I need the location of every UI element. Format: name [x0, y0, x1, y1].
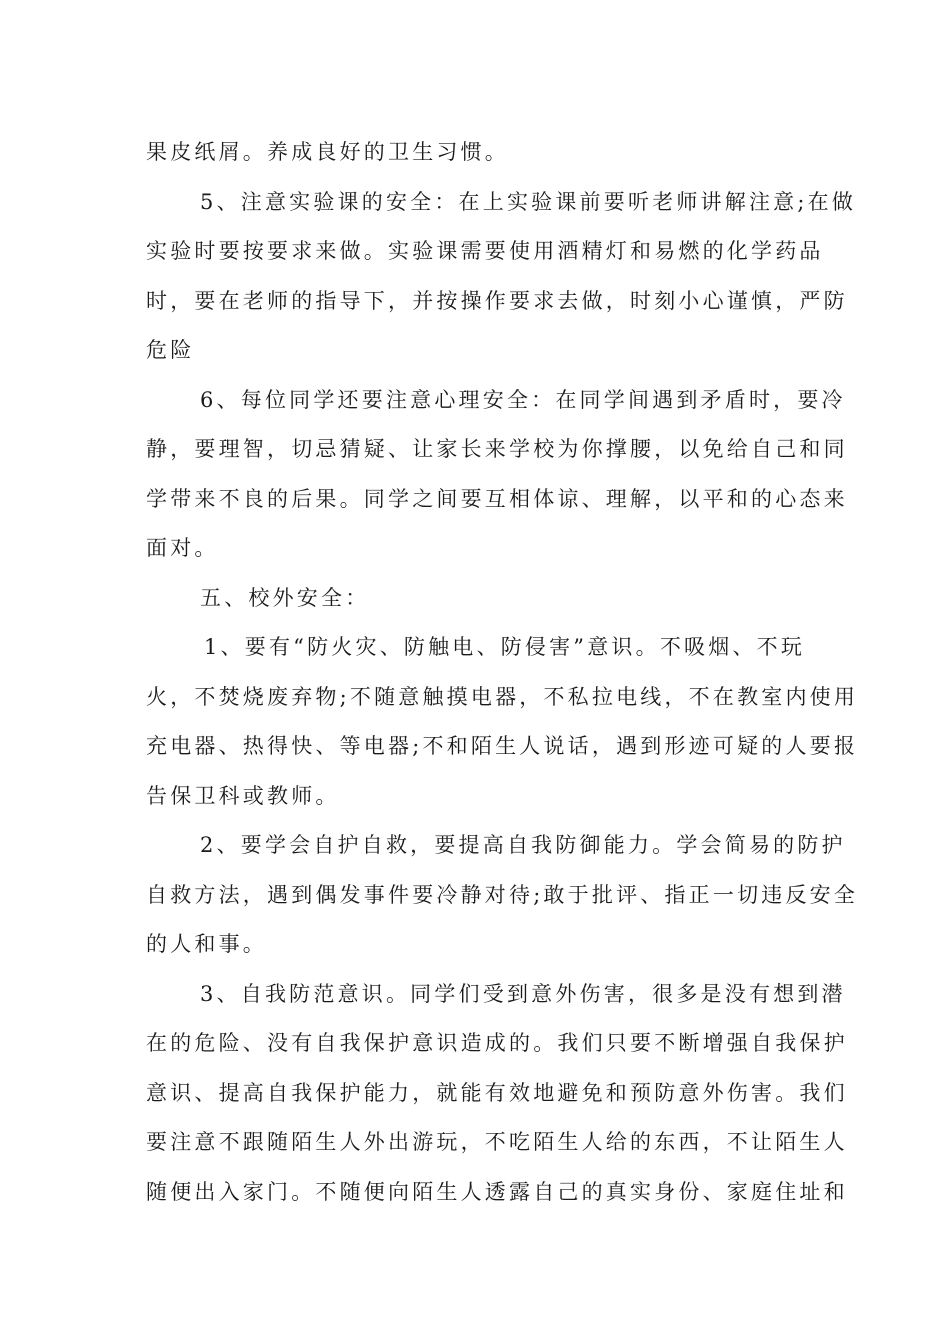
- text-line: 在的危险、没有自我保护意识造成的。我们只要不断增强自我保护: [146, 1031, 848, 1055]
- text-line: 充电器、热得快、等电器;不和陌生人说话，遇到形迹可疑的人要报: [146, 734, 859, 758]
- text-line: 危险: [146, 338, 195, 362]
- text-line: 要注意不跟随陌生人外出游玩，不吃陌生人给的东西，不让陌生人: [146, 1130, 848, 1154]
- text-line: 1、要有“防火灾、防触电、防侵害”意识。不吸烟、不玩: [204, 635, 806, 659]
- text-line: 意识、提高自我保护能力，就能有效地避免和预防意外伤害。我们: [146, 1081, 848, 1105]
- text-line: 学带来不良的后果。同学之间要互相体谅、理解，以平和的心态来: [146, 487, 848, 511]
- text-line: 3、自我防范意识。同学们受到意外伤害，很多是没有想到潜: [200, 982, 846, 1006]
- text-line: 告保卫科或教师。: [146, 784, 340, 808]
- text-line: 静，要理智，切忌猜疑、让家长来学校为你撑腰，以免给自己和同: [146, 437, 848, 461]
- text-line: 面对。: [146, 536, 219, 560]
- text-line: 果皮纸屑。养成良好的卫生习惯。: [146, 140, 509, 164]
- text-line: 实验时要按要求来做。实验课需要使用酒精灯和易燃的化学药品: [146, 239, 824, 263]
- section-heading: 五、校外安全：: [200, 586, 370, 610]
- text-line: 火，不焚烧废弃物;不随意触摸电器，不私拉电线，不在教室内使用: [146, 685, 859, 709]
- text-line: 随便出入家门。不随便向陌生人透露自己的真实身份、家庭住址和: [146, 1180, 848, 1204]
- text-line: 的人和事。: [146, 932, 267, 956]
- text-line: 时，要在老师的指导下，并按操作要求去做，时刻小心谨慎，严防: [146, 289, 848, 313]
- text-line: 2、要学会自护自救，要提高自我防御能力。学会简易的防护: [200, 833, 846, 857]
- text-line: 6、每位同学还要注意心理安全：在同学间遇到矛盾时，要冷: [200, 388, 846, 412]
- text-line: 自救方法，遇到偶发事件要冷静对待;敢于批评、指正一切违反安全: [146, 883, 859, 907]
- text-line: 5、注意实验课的安全：在上实验课前要听老师讲解注意;在做: [200, 190, 857, 214]
